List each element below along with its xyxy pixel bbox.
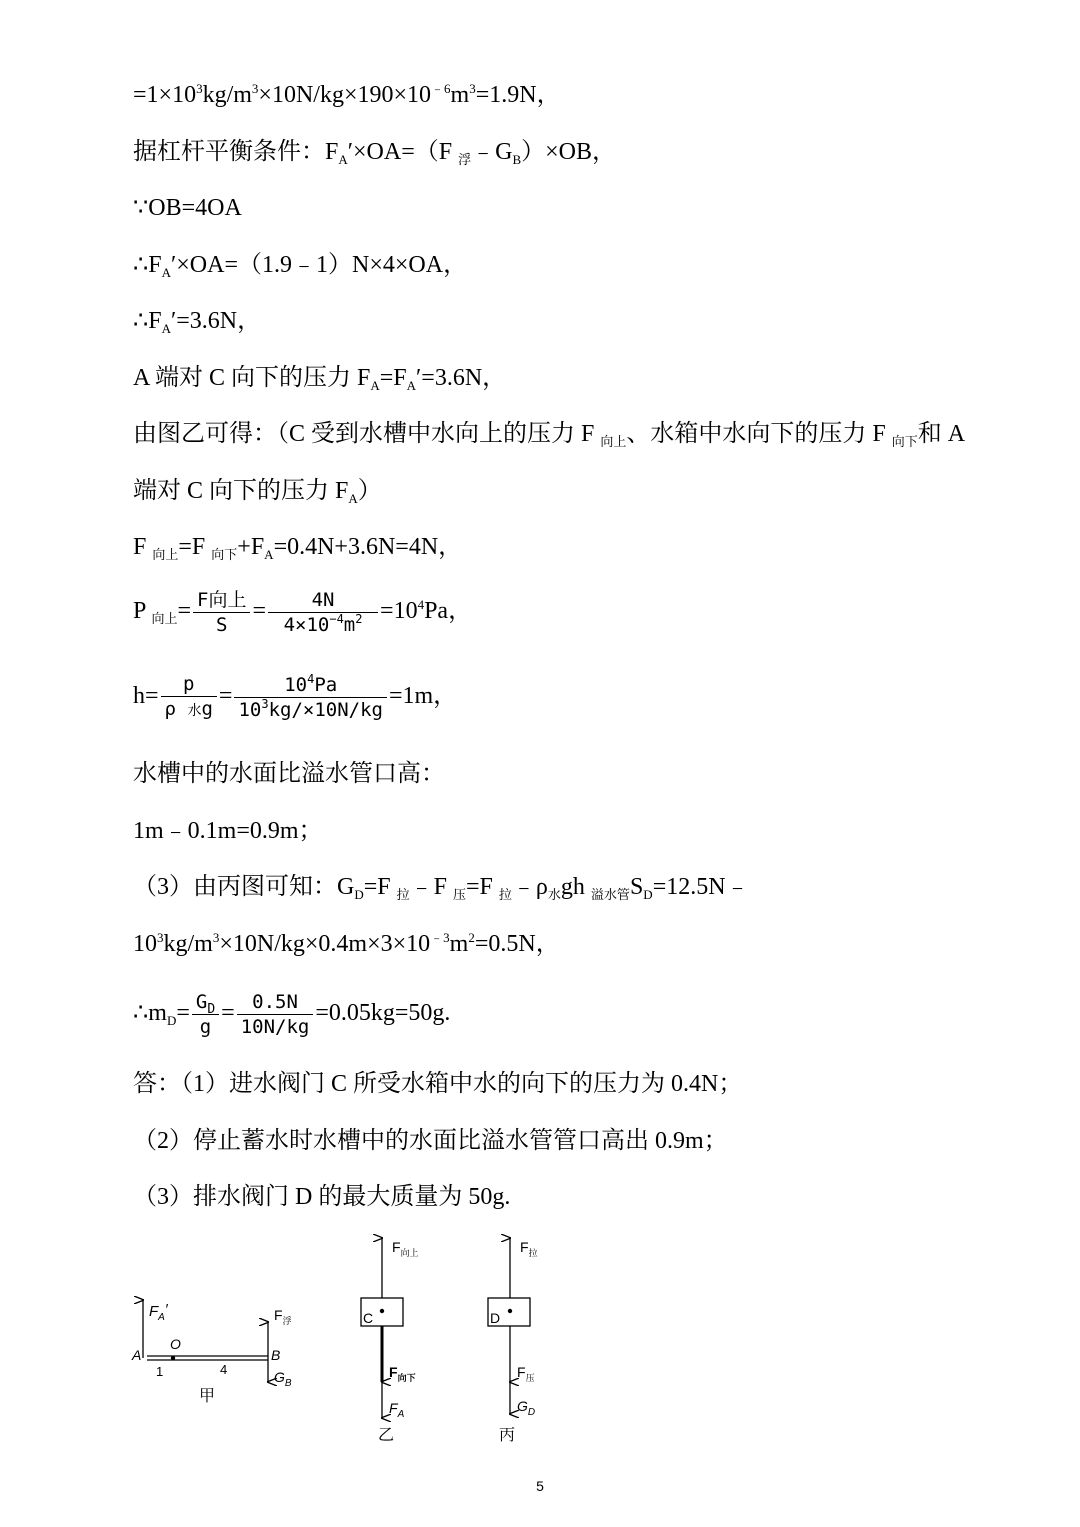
- label-fa-yi: $F_A$: [389, 1400, 405, 1420]
- label-d: D: [490, 1310, 501, 1326]
- pressure-equation: P $_{向上}$= $\frac{\text{F向上}}{S}$ = $\frac{4N}{4\times 10^{-4}m^2}$ $=10^4Pa$，: [133, 589, 473, 636]
- label-o: O: [170, 1336, 181, 1352]
- height-fraction-2: $\frac{10^4Pa}{10^3kg/\times 10N/kg}$: [234, 673, 387, 722]
- because-line: ∵OB=4OA: [133, 195, 242, 221]
- lever-balance-line: 据杠杆平衡条件：$F_A'\times OA=(F$ $_浮﹣G_B)\times OB$，: [133, 139, 616, 167]
- height-fraction-1: $\frac{p}{\text{ρ 水g}}$: [161, 672, 217, 723]
- label-f-down: $F_{向下}$: [389, 1364, 416, 1383]
- force-a-line: A 端对 C 向下的压力 $F_A=F_A'=3.6N$，: [133, 365, 507, 393]
- label-arm-1: 1: [156, 1364, 164, 1379]
- figure-yi-explanation-1: 由图乙可得：（C 受到水槽中水向上的压力 F $_{向上}$、水箱中水向下的压力 F $_{向下}$和 A: [133, 421, 966, 449]
- pivot-o-dot: [171, 1356, 175, 1360]
- water-level-result: 1m﹣0.1m=0.9m；: [133, 818, 323, 844]
- label-b: B: [271, 1347, 281, 1363]
- page-number: 5: [536, 1478, 544, 1494]
- label-f-up: $F_{向上}$: [392, 1239, 419, 1258]
- mass-equation: $\therefore m_D=$ $\frac{G_D}{g}$ = $\frac{0.5N}{10N/kg}$ =0.05kg=50g.: [133, 991, 451, 1038]
- equation-line-1: $=1\times 10^3kg/m^3\times 10N/kg\times 190\times 10^{﹣6}m^3=1.9N$，: [133, 81, 561, 108]
- force-up-equation: F $_{向上}$=F $_{向下}+F_A=0.4N+3.6N=4N$，: [133, 534, 463, 562]
- figure-yi-explanation-2: 端对 C 向下的压力 $F_A$）: [133, 478, 382, 506]
- label-gd: $G_D$: [517, 1398, 536, 1418]
- valve-d-diagram-bing: [488, 1238, 538, 1444]
- answer-line-2: （2）停止蓄水时水槽中的水面比溢水管管口高出 0.9m；: [133, 1128, 728, 1154]
- therefore-line-2: $\therefore F_A'=3.6N$，: [133, 308, 262, 336]
- valve-c-diagram-yi: [361, 1238, 419, 1444]
- part3-line-2: $10^3kg/m^3\times 10N/kg\times 0.4m\times 3\times 10^{﹣3}m^2=0.5N$，: [133, 930, 560, 957]
- mass-fraction-1: $\frac{G_D}{g}$: [192, 990, 219, 1039]
- pressure-fraction-2: $\frac{4N}{4\times 10^{-4}m^2}$: [268, 588, 378, 637]
- label-gb: $G_B$: [274, 1369, 292, 1389]
- caption-jia: 甲: [199, 1388, 216, 1405]
- answer-line-3: （3）排水阀门 D 的最大质量为 50g.: [133, 1184, 511, 1210]
- pressure-fraction-1: $\frac{\text{F向上}}{S}$: [193, 588, 250, 637]
- label-f-buoyancy: $F_浮$: [274, 1307, 292, 1326]
- label-f-press: $F_压$: [517, 1364, 535, 1383]
- lever-diagram-jia: [131, 1300, 292, 1405]
- label-f-pull: $F_拉$: [520, 1239, 538, 1258]
- answer-line-1: 答：（1）进水阀门 C 所受水箱中水的向下的压力为 0.4N；: [133, 1071, 743, 1097]
- water-level-text: 水槽中的水面比溢水管口高：: [133, 761, 445, 787]
- label-fa: $F_A'$: [149, 1301, 168, 1323]
- label-a: A: [132, 1347, 142, 1363]
- label-c: C: [363, 1310, 374, 1326]
- caption-yi: 乙: [378, 1427, 395, 1444]
- caption-bing: 丙: [499, 1427, 516, 1444]
- height-equation: h= $\frac{p}{\text{ρ 水g}}$ = $\frac{10^4Pa}{10^3kg/\times 10N/kg}$ =1m，: [133, 672, 458, 721]
- part3-line-1: （3）由丙图可知：$G_D=F$ $_拉$﹣F $_压$=F $_拉﹣\rho_水gh$ $_{溢水管}S_D=12.5N﹣$: [133, 874, 750, 902]
- therefore-line-1: $\therefore F_A'\times OA=(1.9﹣1)N\times 4\times OA$，: [133, 252, 468, 280]
- label-arm-4: 4: [220, 1362, 228, 1377]
- mass-fraction-2: $\frac{0.5N}{10N/kg}$: [237, 990, 314, 1039]
